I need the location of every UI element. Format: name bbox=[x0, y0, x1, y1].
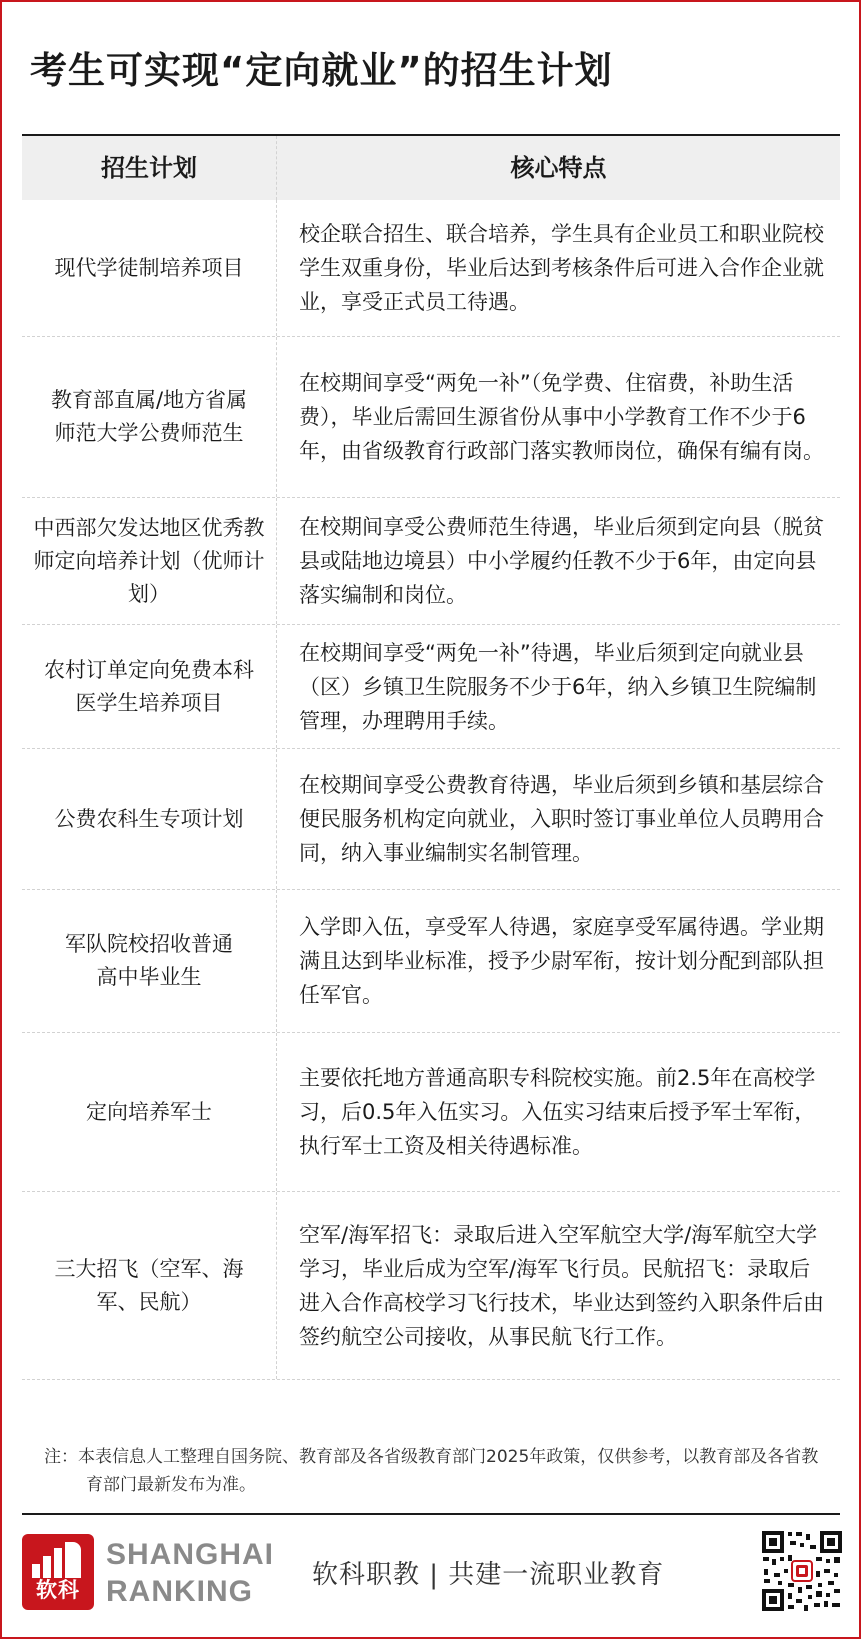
table-row bbox=[22, 498, 840, 625]
header-feature: 核心特点 bbox=[510, 154, 607, 182]
feature-cell: 在校期间享受公费师范生待遇，毕业后须到定向县（脱贫县或陆地边境县）中小学履约任教不少于6年，由定向县落实编制和岗位。 bbox=[299, 515, 824, 607]
table-row bbox=[22, 200, 840, 337]
feature-cell: 校企联合招生、联合培养，学生具有企业员工和职业院校学生双重身份，毕业后达到考核条件后可进入合作企业就业，享受正式员工待遇。 bbox=[299, 222, 824, 314]
plan-cell: 军队院校招收普通高中毕业生 bbox=[22, 890, 277, 1032]
footnote: 注：本表信息人工整理自国务院、教育部及各省级教育部门2025年政策，仅供参考，以教育部及各省教育部门最新发布为准。 bbox=[44, 1447, 819, 1495]
feature-cell: 在校期间享受公费教育待遇，毕业后须到乡镇和基层综合便民服务机构定向就业，入职时签订事业单位人员聘用合同，纳入事业编制实名制管理。 bbox=[299, 773, 824, 865]
brand-line-1: SHANGHAI bbox=[106, 1538, 275, 1571]
feature-cell: 主要依托地方普通高职专科院校实施。前2.5年在高校学习，后0.5年入伍实习。入伍实习结束后授予军士军衔，执行军士工资及相关待遇标准。 bbox=[299, 1066, 816, 1158]
header-plan: 招生计划 bbox=[22, 136, 277, 200]
feature-cell: 空军/海军招飞：录取后进入空军航空大学/海军航空大学学习，毕业后成为空军/海军飞行员。民航招飞：录取后进入合作高校学习飞行技术，毕业达到签约入职条件后由签约航空公司接收，从事民航飞行工作。 bbox=[299, 1222, 824, 1349]
footer-divider bbox=[22, 1513, 840, 1515]
plan-cell: 定向培养军士 bbox=[22, 1033, 277, 1191]
logo-text: 软科 bbox=[36, 1578, 80, 1602]
feature-cell: 在校期间享受“两免一补”待遇，毕业后须到定向就业县（区）乡镇卫生院服务不少于6年，纳入乡镇卫生院编制管理，办理聘用手续。 bbox=[299, 640, 817, 733]
bar-chart-icon bbox=[32, 1542, 84, 1578]
page-title: 考生可实现“定向就业”的招生计划 bbox=[30, 49, 613, 92]
feature-cell: 入学即入伍，享受军人待遇，家庭享受军属待遇。学业期满且达到毕业标准，授予少尉军衔，按计划分配到部队担任军官。 bbox=[299, 915, 824, 1007]
table-row bbox=[22, 1192, 840, 1380]
slogan: 软科职教 | 共建一流职业教育 bbox=[312, 1560, 665, 1590]
plan-cell: 教育部直属/地方省属师范大学公费师范生 bbox=[22, 337, 277, 497]
shanghai-ranking-logo-icon bbox=[22, 1534, 94, 1610]
table-row bbox=[22, 1033, 840, 1192]
brand-line-2: RANKING bbox=[106, 1575, 253, 1608]
table-header bbox=[22, 136, 840, 200]
brand-name bbox=[106, 1536, 274, 1610]
table-row bbox=[22, 625, 840, 749]
qr-code-icon bbox=[760, 1529, 844, 1613]
plan-cell: 中西部欠发达地区优秀教师定向培养计划（优师计划） bbox=[22, 498, 277, 624]
plan-cell: 农村订单定向免费本科医学生培养项目 bbox=[22, 625, 277, 748]
table-row bbox=[22, 337, 840, 498]
plan-cell: 公费农科生专项计划 bbox=[22, 749, 277, 889]
table-row bbox=[22, 749, 840, 890]
plan-cell: 现代学徒制培养项目 bbox=[22, 200, 277, 336]
plans-table bbox=[22, 134, 840, 1380]
plan-cell: 三大招飞（空军、海军、民航） bbox=[22, 1192, 277, 1379]
feature-cell: 在校期间享受“两免一补”（免学费、住宿费，补助生活费），毕业后需回生源省份从事中小学教育工作不少于6年，由省级教育行政部门落实教师岗位，确保有编有岗。 bbox=[299, 371, 824, 463]
table-row bbox=[22, 890, 840, 1033]
